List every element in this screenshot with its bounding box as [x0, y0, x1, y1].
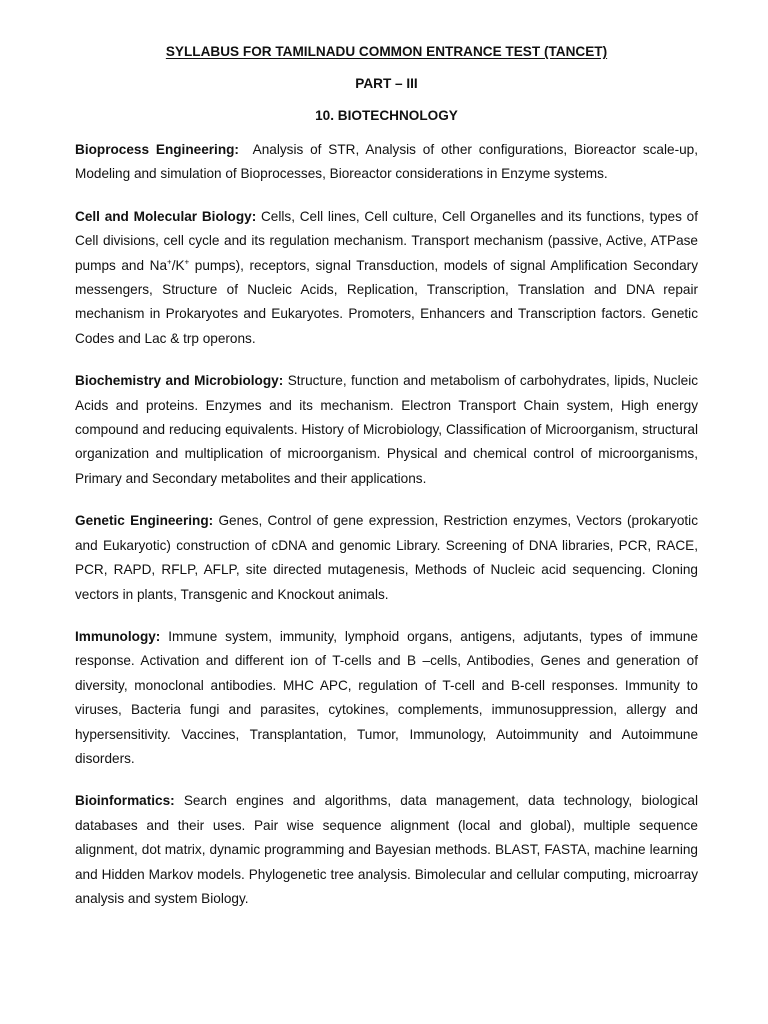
section-heading: Immunology:: [75, 628, 161, 644]
section-bioprocess-engineering: [75, 138, 698, 187]
section-heading: Bioprocess Engineering:: [75, 142, 239, 157]
section-cell-molecular-biology: [75, 205, 698, 351]
section-body: Cells, Cell lines, Cell culture, Cell Organelles and its functions, types of Cell divisions, cell cycle and its regulation mechanism. Transport mechanism (passive, Active, ATPase pumps and Na: [75, 208, 698, 273]
document-title: SYLLABUS FOR TAMILNADU COMMON ENTRANCE TEST (TANCET): [165, 44, 608, 59]
section-heading: Bioinformatics:: [75, 793, 175, 809]
section-body: Search engines and algorithms, data management, data technology, biological databases and their uses. Pair wise sequence alignment (local and global), multiple sequence alignment, dot matrix, dynamic programming and Bayesian methods. BLAST, FASTA, machine learning and Hidden Markov models. Phylogenetic tree analysis. Bimolecular and cellular computing, microarray analysis and system Biology.: [75, 793, 698, 906]
syllabus-sections: [75, 138, 698, 911]
section-immunology: [75, 625, 698, 771]
superscript-plus: +: [184, 257, 190, 267]
section-body: Immune system, immunity, lymphoid organs, antigens, adjutants, types of immune response. Activation and different ion of T-cells and B –cells, Antibodies, Genes and generation of diversity, monoclonal antibodies. MHC APC, regulation of T-cell and B-cell responses. Immunity to viruses, Bacteria fungi and parasites, cytokines, complements, immunosuppression, allergy and hypersensitivity. Vaccines, Transplantation, Tumor, Immunology, Autoimmunity and Autoimmune disorders.: [75, 628, 698, 766]
section-body-continued: pumps), receptors, signal Transduction, models of signal Amplification Secondary messengers, Structure of Nucleic Acids, Replication, Transcription, Translation and DNA repair mechanism in Prokaryotes and Eukaryotes. Promoters, Enhancers and Transcription factors. Genetic Codes and Lac & trp operons.: [75, 257, 699, 346]
subject-heading: 10. BIOTECHNOLOGY: [315, 108, 458, 123]
section-heading: Genetic Engineering:: [75, 513, 214, 529]
section-body-fragment: /K: [171, 257, 185, 273]
section-heading: Cell and Molecular Biology:: [75, 208, 257, 224]
part-heading: PART – III: [355, 76, 418, 91]
superscript-plus: +: [167, 257, 172, 267]
section-genetic-engineering: [75, 509, 698, 607]
section-biochemistry-microbiology: [75, 369, 698, 491]
section-body: Structure, function and metabolism of carbohydrates, lipids, Nucleic Acids and proteins. Enzymes and its mechanism. Electron Transport Chain system, High energy compound and reducing equivalents. History of Microbiology, Classification of Microorganism, structural organization and multiplication of microorganism. Physical and chemical control of microorganisms, Primary and Secondary metabolites and their applications.: [75, 373, 699, 486]
section-heading: Biochemistry and Microbiology:: [75, 373, 284, 389]
section-bioinformatics: [75, 789, 698, 911]
section-body: Genes, Control of gene expression, Restriction enzymes, Vectors (prokaryotic and Eukaryotic) construction of cDNA and genomic Library. Screening of DNA libraries, PCR, RACE, PCR, RAPD, RFLP, AFLP, site directed mutagenesis, Methods of Nucleic acid sequencing. Cloning vectors in plants, Transgenic and Knockout animals.: [75, 513, 699, 602]
section-body: Analysis of STR, Analysis of other configurations, Bioreactor scale-up, Modeling and simulation of Bioprocesses, Bioreactor considerations in Enzyme systems.: [75, 142, 698, 182]
